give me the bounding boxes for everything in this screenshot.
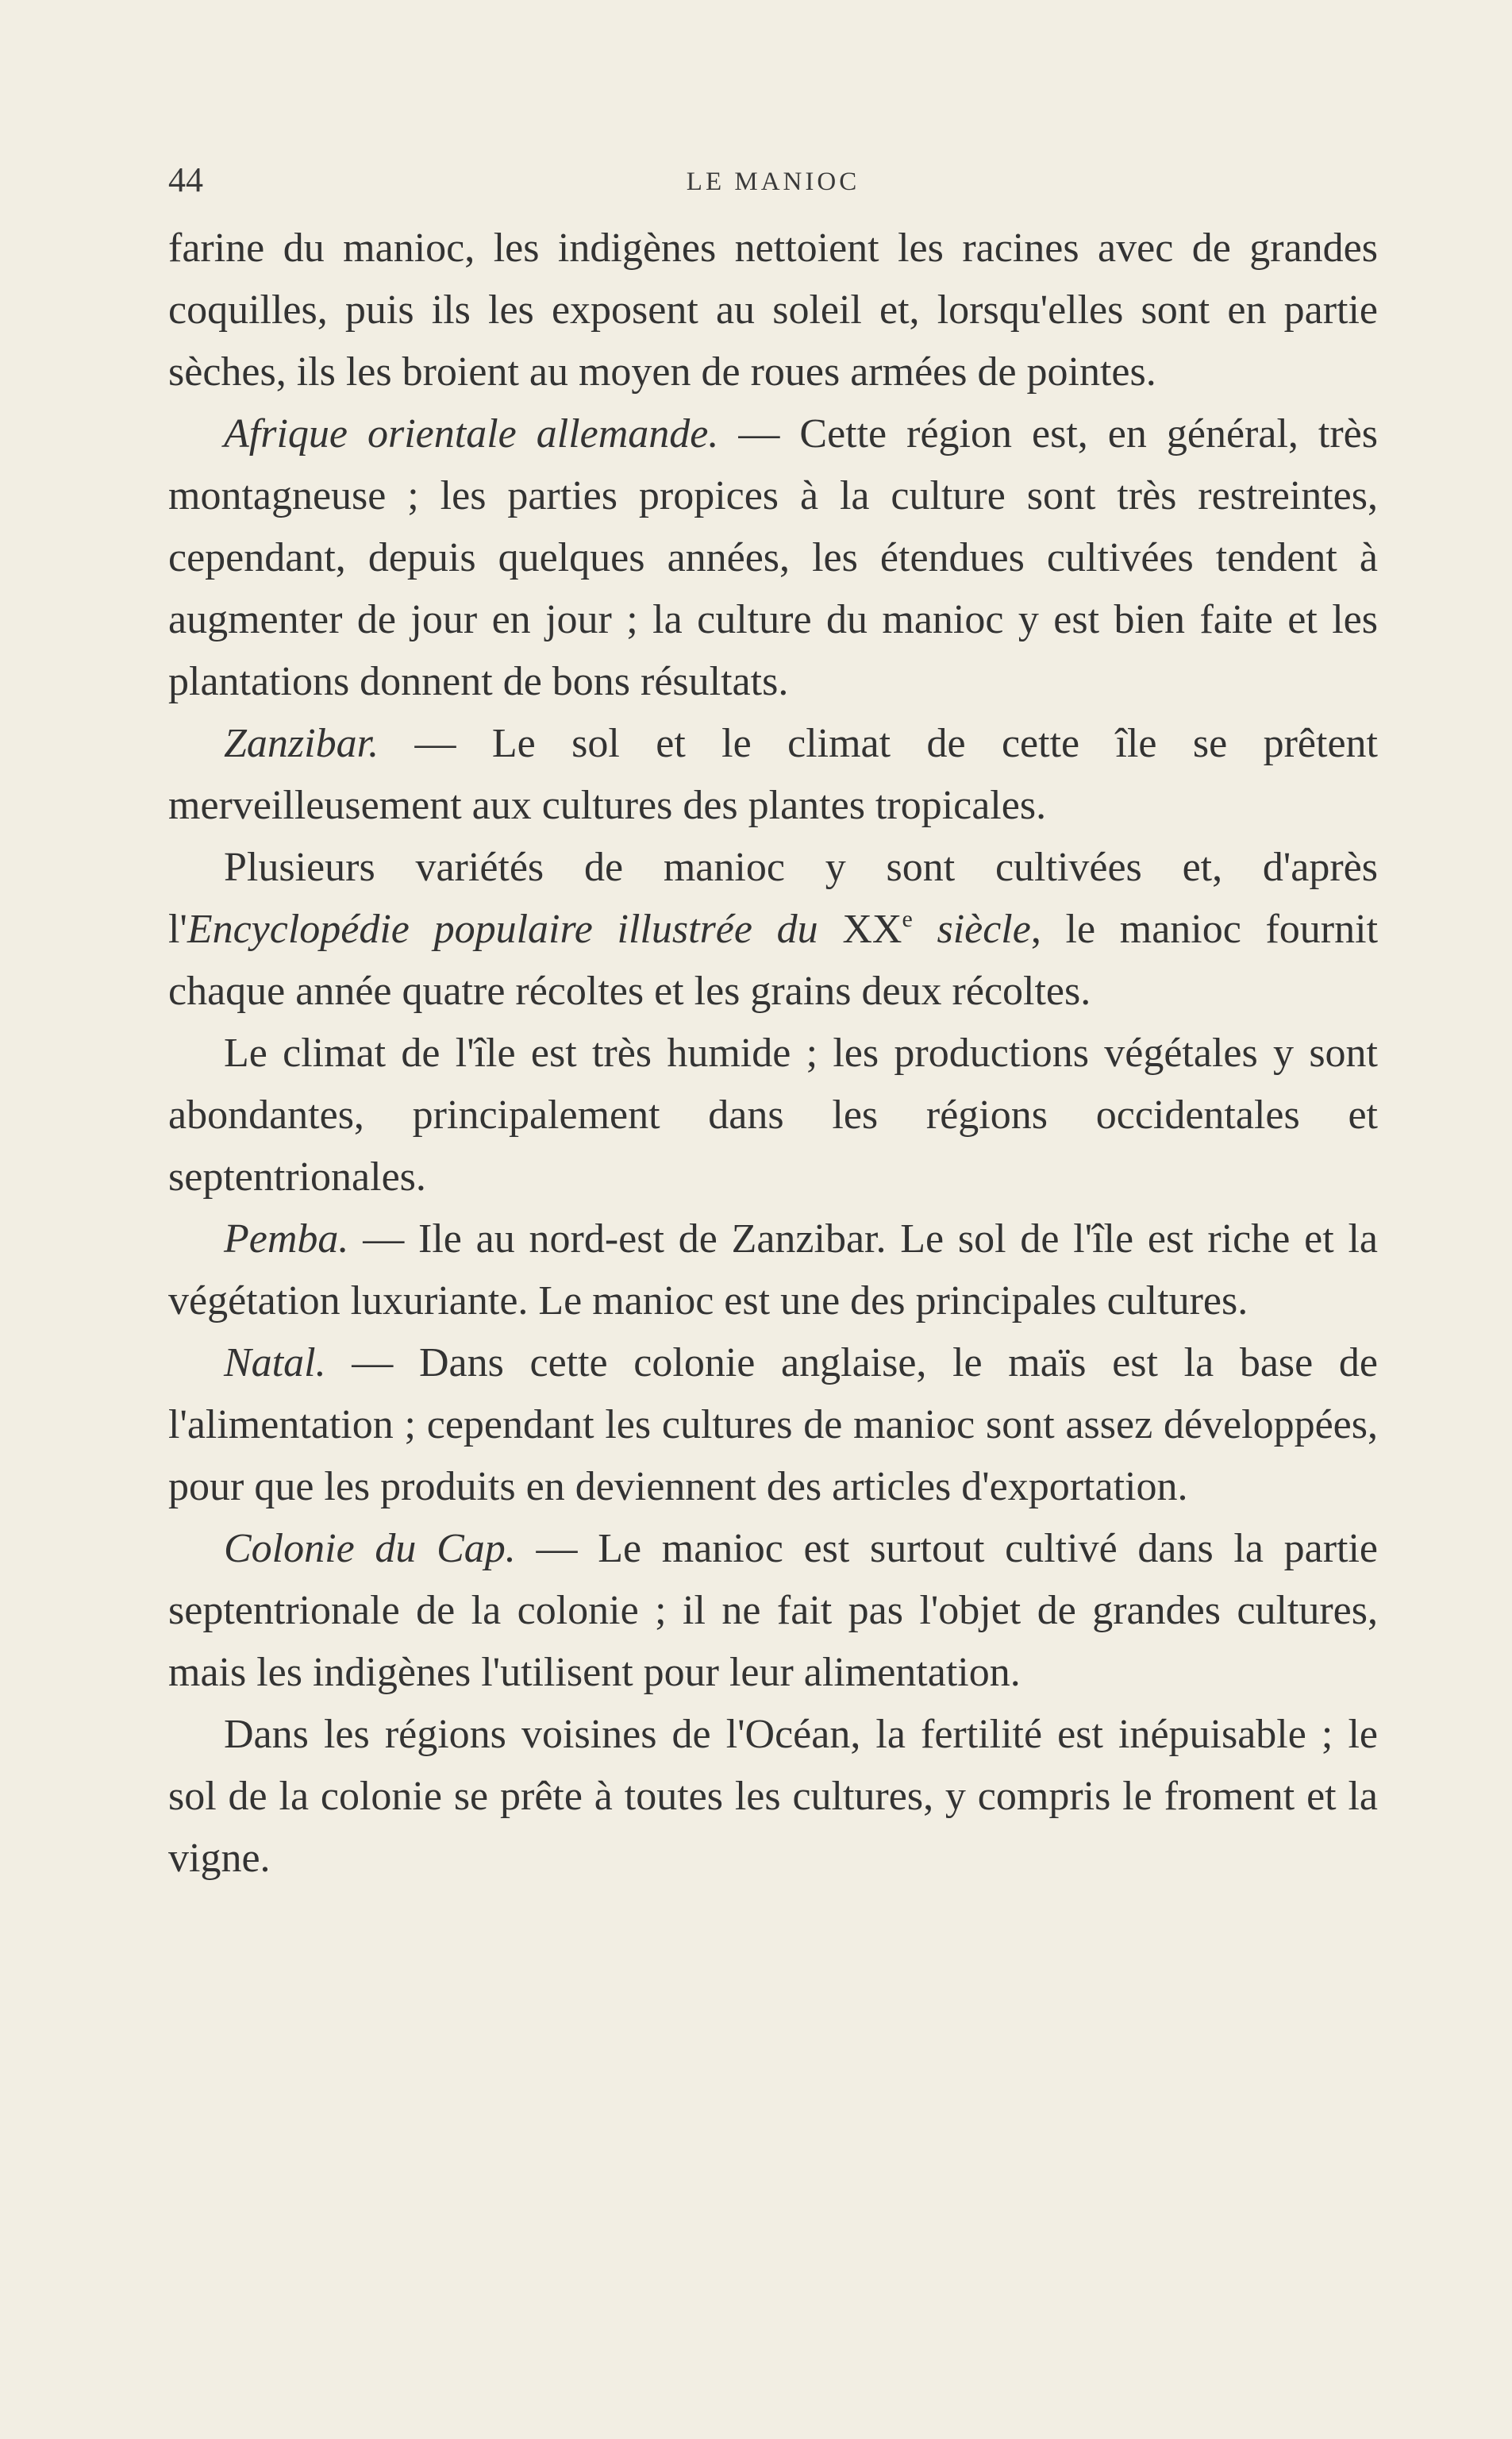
page-number: 44 — [168, 160, 203, 199]
page-header — [168, 160, 1378, 200]
paragraph-climat: Le climat de l'île est très humide ; les productions végétales y sont abondantes, principalement dans les régions occidentales et septentrionales. — [168, 1031, 1378, 1200]
section-title: Colonie du Cap. — [224, 1526, 516, 1571]
century-superscript: e — [902, 906, 913, 932]
paragraph-colonie-du-cap: Colonie du Cap. — Le manioc est surtout cultivé dans la partie septentrionale de la colonie ; il ne fait pas l'objet de grandes cultures, mais les indigènes l'utilisent pour leur alimentation. — [168, 1526, 1378, 1695]
book-title-end: siècle — [912, 907, 1031, 952]
paragraph-continued: farine du manioc, les indigènes nettoient les racines avec de grandes coquilles, puis ils les exposent au soleil et, lorsqu'elles sont en partie sèches, ils les broient au moyen de roues armées de pointes. — [168, 225, 1378, 395]
paragraph-varietes: Plusieurs variétés de manioc y sont cultivées et, d'après l'Encyclopédie populaire illustrée du XXe siècle, le manioc fournit chaque année quatre récoltes et les grains deux récoltes. — [168, 845, 1379, 1014]
section-title: Natal. — [224, 1340, 326, 1385]
paragraph-afrique-orientale: Afrique orientale allemande. — Cette région est, en général, très montagneuse ; les parties propices à la culture sont très restreintes, cependant, depuis quelques années, les étendues cultivées tendent à augmenter de jour en jour ; la culture du manioc y est bien faite et les plantations donnent de bons résultats. — [168, 411, 1378, 704]
paragraph-pemba: Pemba. — Ile au nord-est de Zanzibar. Le sol de l'île est riche et la végétation luxuriante. Le manioc est une des principales cultures. — [168, 1216, 1378, 1324]
section-title: Pemba. — [224, 1216, 349, 1262]
paragraph-zanzibar: Zanzibar. — Le sol et le climat de cette île se prêtent merveilleusement aux cultures des plantes tropicales. — [168, 721, 1378, 828]
section-title: Afrique orientale allemande. — [224, 411, 719, 457]
paragraph-natal: Natal. — Dans cette colonie anglaise, le maïs est la base de l'alimentation ; cependant les cultures de manioc sont assez développées, pour que les produits en deviennent des articles d'exportation. — [168, 1340, 1378, 1509]
running-title: LE MANIOC — [686, 168, 860, 196]
paragraph-ocean: Dans les régions voisines de l'Océan, la fertilité est inépuisable ; le sol de la colonie se prête à toutes les cultures, y compris le froment et la vigne. — [168, 1712, 1378, 1881]
section-title: Zanzibar. — [224, 721, 379, 766]
century-numeral: XX — [842, 907, 902, 952]
book-title: Encyclopédie populaire illustrée du — [187, 907, 843, 952]
body-text — [168, 218, 1378, 1890]
